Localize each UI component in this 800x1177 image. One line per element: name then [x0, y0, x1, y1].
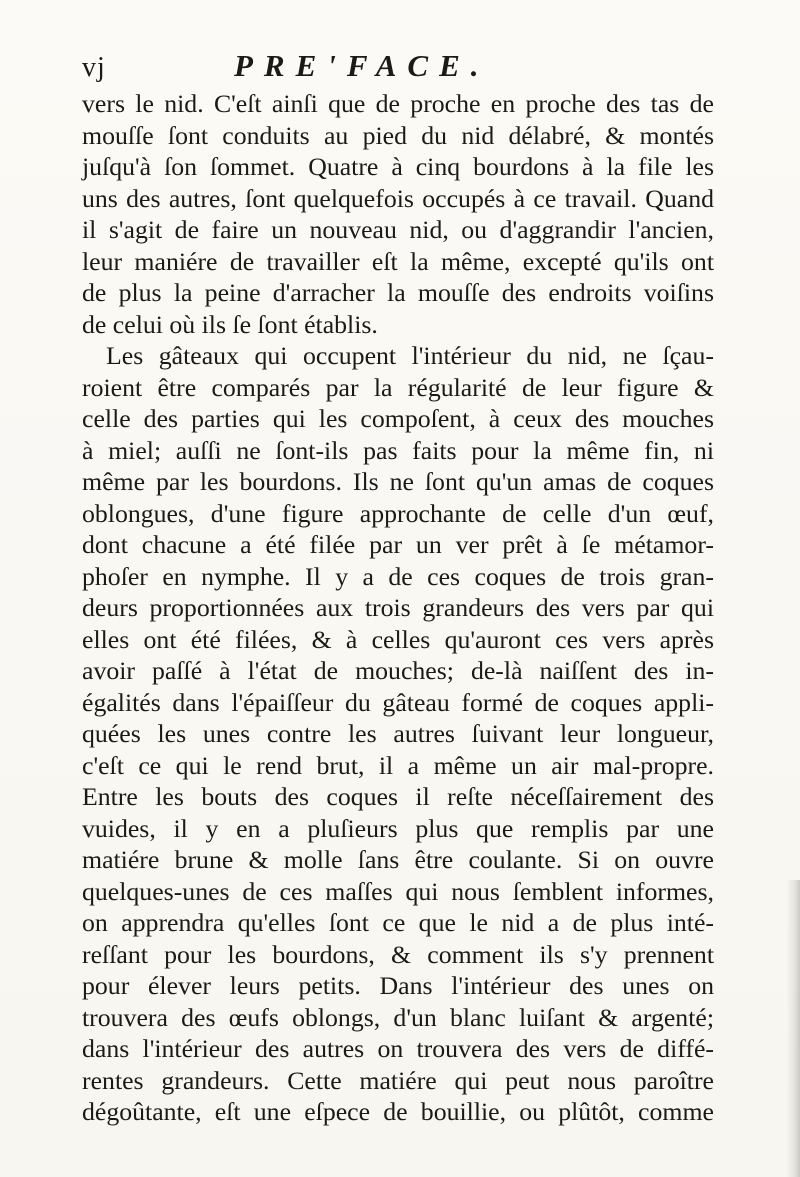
text-line: roient être comparés par la régularité de leur figure & [82, 372, 714, 402]
text-line: de celui où ils ſe ſont établis. [82, 309, 378, 339]
text-line: juſqu'à ſon ſommet. Quatre à cinq bourdons à la file les [82, 152, 714, 181]
text-line: même par les bourdons. Ils ne ſont qu'un amas de coques [82, 467, 714, 496]
body-text [82, 88, 714, 1128]
text-line: vuides, il y en a pluſieurs plus que remplis par une [82, 813, 714, 843]
running-title: PRE'FACE. [234, 48, 490, 83]
text-line: dans l'intérieur des autres on trouvera des vers de diffé- [82, 1034, 714, 1063]
text-line: trouvera des œufs oblongs, d'un blanc luiſant & argenté; [82, 1002, 714, 1032]
text-line: uns des autres, ſont quelquefois occupés à ce travail. Quand [82, 183, 714, 213]
text-line: vers le nid. C'eſt ainſi que de proche en proche des tas de [82, 89, 714, 118]
text-line: mouſſe ſont conduits au pied du nid délabré, & montés [82, 120, 714, 150]
text-line: de plus la peine d'arracher la mouſſe des endroits voiſins [82, 278, 714, 307]
page-number: vj [82, 52, 106, 83]
text-line: quelques-unes de ces maſſes qui nous ſemblent informes, [82, 876, 714, 906]
text-line: dégoûtante, eſt une eſpece de bouillie, ou plûtôt, comme [82, 1097, 714, 1126]
text-line: elles ont été filées, & à celles qu'auront ces vers après [82, 624, 714, 654]
text-line: oblongues, d'une figure approchante de celle d'un œuf, [82, 498, 714, 528]
page-header [82, 48, 712, 88]
text-line: c'eſt ce qui le rend brut, il a même un air mal-propre. [82, 750, 714, 780]
page-edge-shadow [786, 880, 800, 1177]
text-line: égalités dans l'épaiſſeur du gâteau formé de coques appli- [82, 687, 714, 717]
text-line: matiére brune & molle ſans être coulante. Si on ouvre [82, 845, 714, 874]
text-line: quées les unes contre les autres ſuivant leur longueur, [82, 719, 714, 748]
text-line: celle des parties qui les compoſent, à ceux des mouches [82, 404, 714, 433]
text-line: à miel; auſſi ne ſont-ils pas faits pour la même fin, ni [82, 435, 714, 465]
text-line: dont chacune a été filée par un ver prêt à ſe métamor- [82, 530, 714, 559]
text-line: il s'agit de faire un nouveau nid, ou d'aggrandir l'ancien, [82, 215, 714, 244]
text-line: rentes grandeurs. Cette matiére qui peut nous paroître [82, 1065, 714, 1095]
text-line: leur maniére de travailler eſt la même, excepté qu'ils ont [82, 246, 714, 276]
text-line: on apprendra qu'elles ſont ce que le nid a de plus inté- [82, 908, 714, 937]
text-line: Entre les bouts des coques il reſte néceſſairement des [82, 782, 714, 811]
text-line: avoir paſſé à l'état de mouches; de-là naiſſent des in- [82, 656, 714, 685]
text-line: reſſant pour les bourdons, & comment ils s'y prennent [82, 939, 714, 969]
text-line: Les gâteaux qui occupent l'intérieur du nid, ne ſçau- [106, 341, 714, 370]
text-line: deurs proportionnées aux trois grandeurs des vers par qui [82, 593, 714, 622]
text-line: phoſer en nymphe. Il y a de ces coques de trois gran- [82, 561, 714, 591]
text-line: pour élever leurs petits. Dans l'intérieur des unes on [82, 971, 714, 1000]
